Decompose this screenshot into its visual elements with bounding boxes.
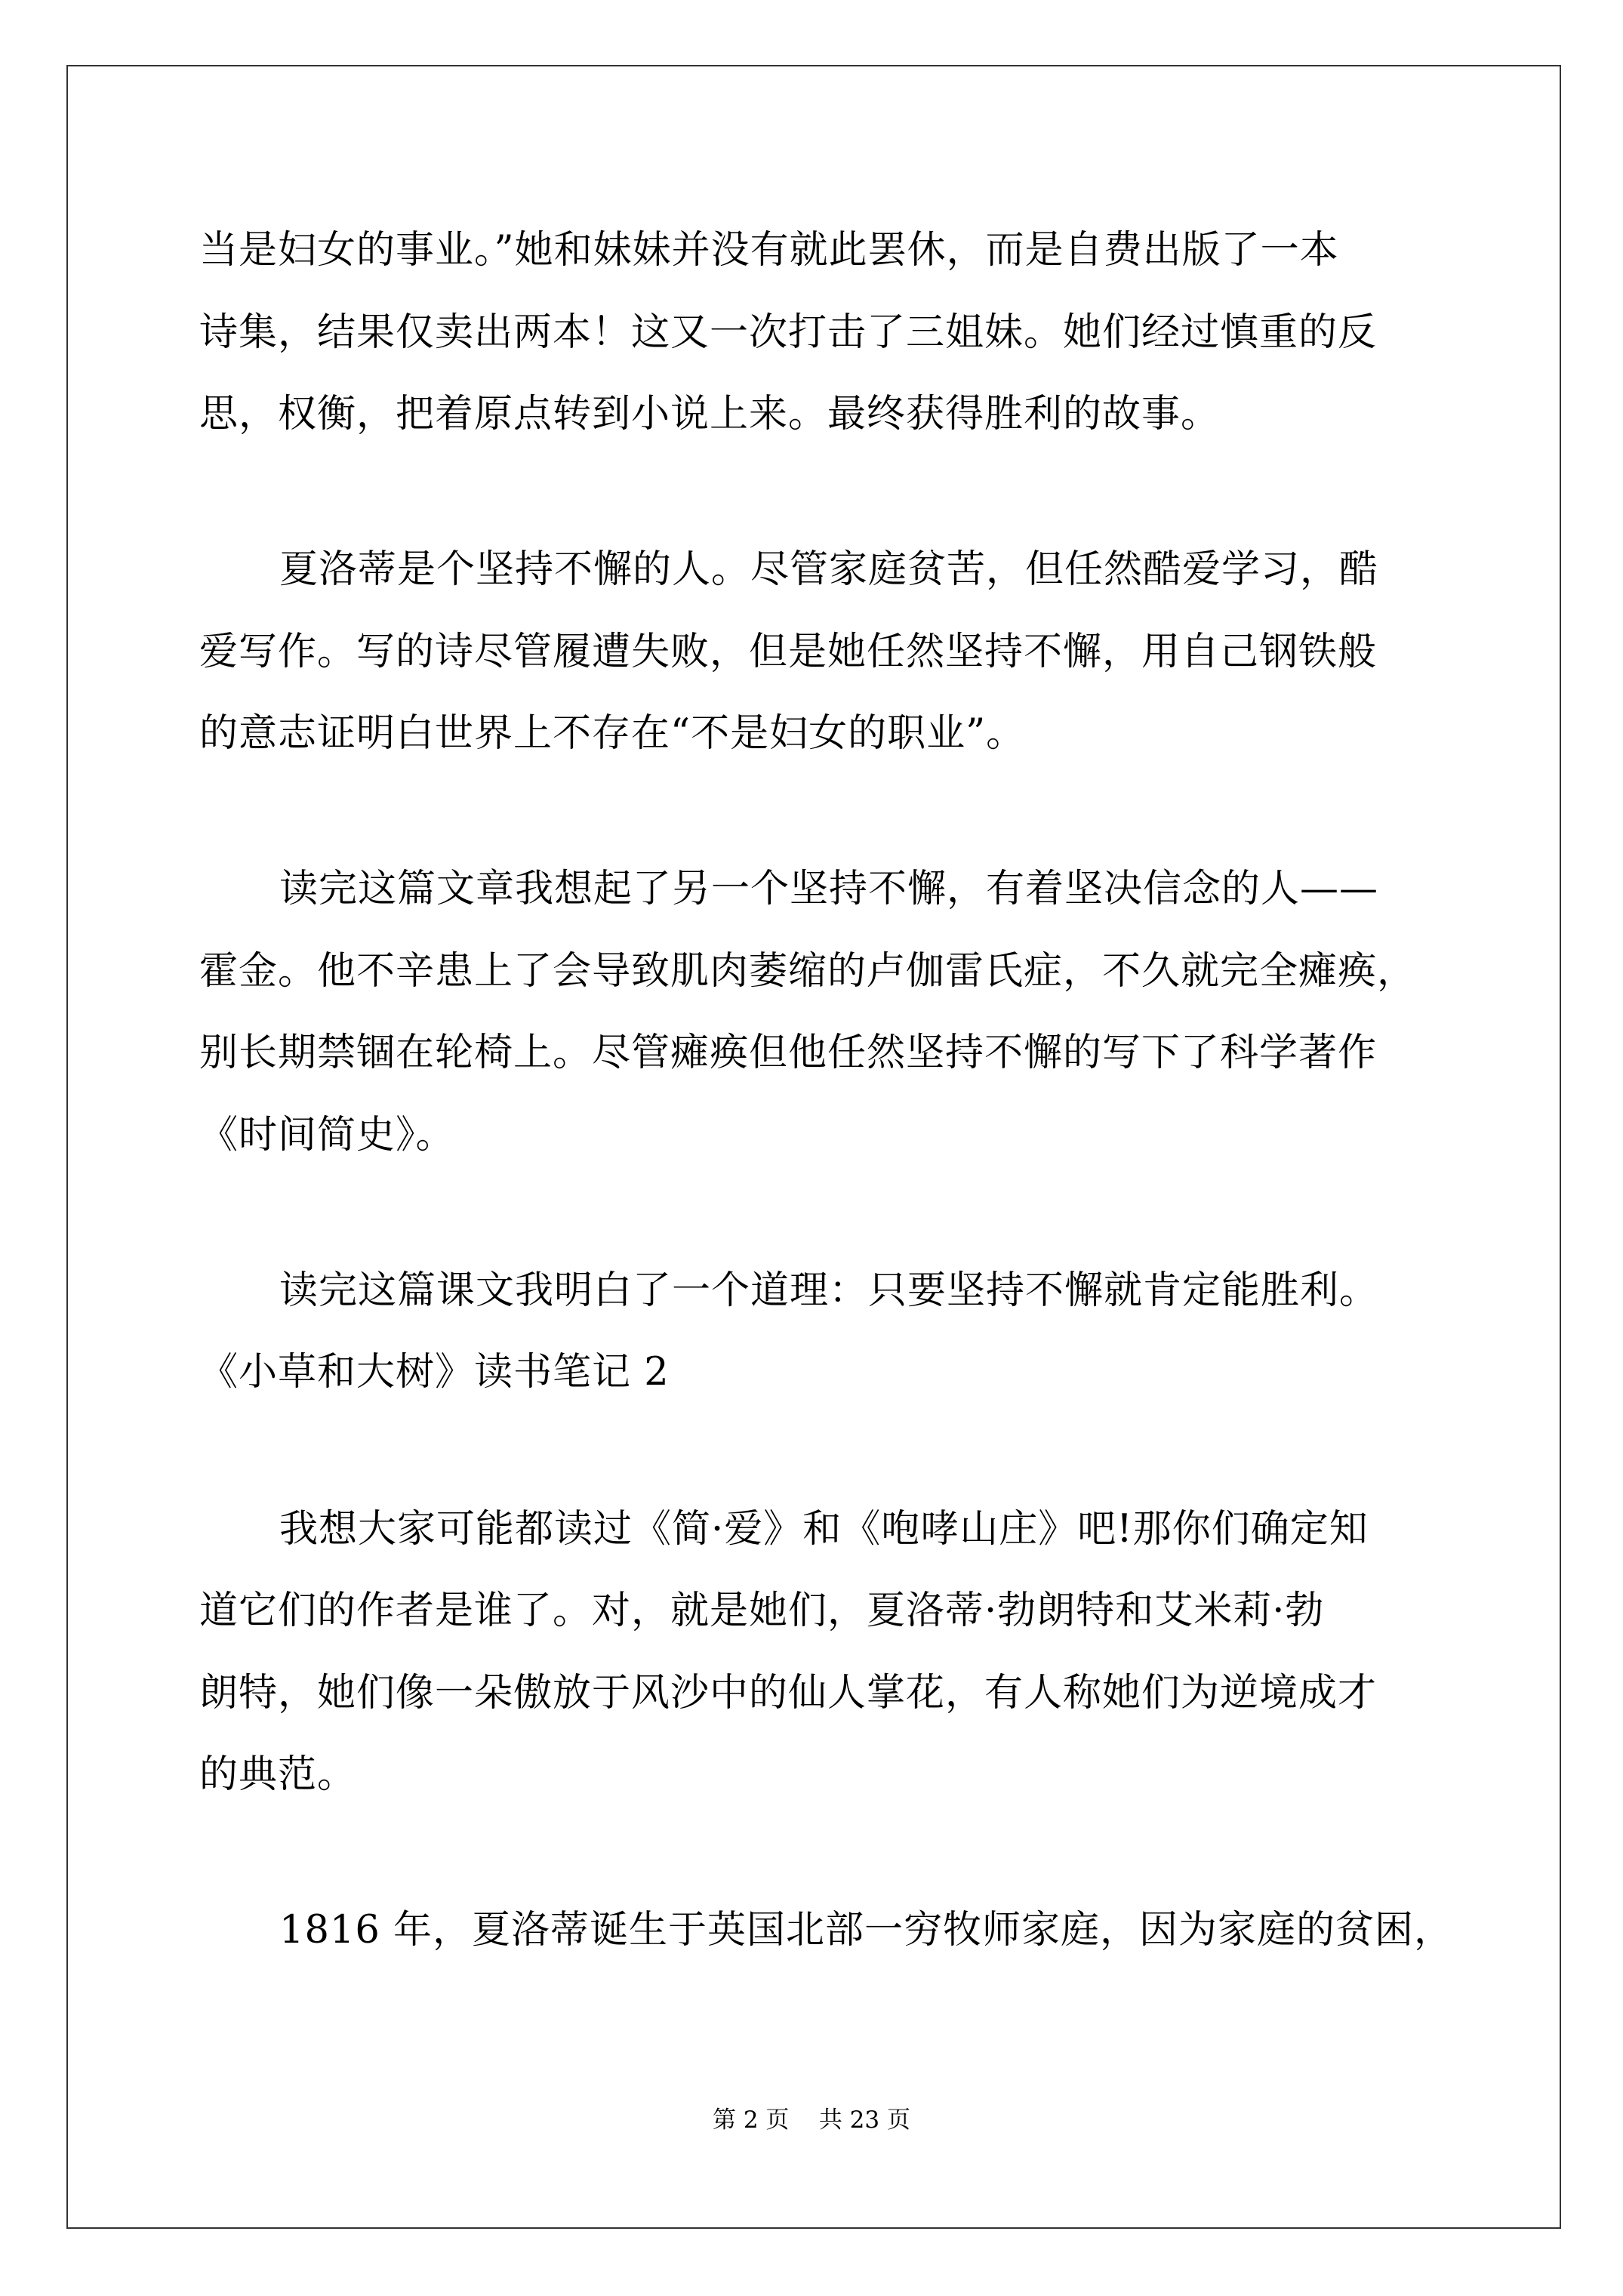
text-line: 思，权衡，把着原点转到小说上来。最终获得胜利的故事。 bbox=[199, 392, 1221, 436]
text-line: 读完这篇课文我明白了一个道理：只要坚持不懈就肯定能胜利。 bbox=[279, 1268, 1379, 1313]
text-line: 我想大家可能都读过《简·爱》和《咆哮山庄》吧!那你们确定知 bbox=[279, 1507, 1369, 1552]
text-line: 当是妇女的事业。”她和妹妹并没有就此罢休，而是自费出版了一本 bbox=[199, 228, 1339, 273]
text-line: 朗特，她们像一朵傲放于风沙中的仙人掌花，有人称她们为逆境成才 bbox=[199, 1671, 1378, 1715]
text-line: 的意志证明白世界上不存在“不是妇女的职业”。 bbox=[199, 711, 1026, 756]
text-line: 1816 年，夏洛蒂诞生于英国北部一穷牧师家庭，因为家庭的贫困， bbox=[279, 1908, 1454, 1952]
text-line: 夏洛蒂是个坚持不懈的人。尽管家庭贫苦，但任然酷爱学习，酷 bbox=[279, 547, 1379, 592]
text-line: 的典范。 bbox=[199, 1752, 357, 1797]
text-line: 别长期禁锢在轮椅上。尽管瘫痪但他任然坚持不懈的写下了科学著作 bbox=[199, 1031, 1378, 1075]
text-line: 读完这篇文章我想起了另一个坚持不懈，有着坚决信念的人—— bbox=[279, 867, 1379, 911]
text-line: 道它们的作者是谁了。对，就是她们，夏洛蒂·勃朗特和艾米莉·勃 bbox=[199, 1589, 1325, 1633]
section-heading: 《小草和大树》读书笔记 2 bbox=[199, 1350, 670, 1395]
text-line: 霍金。他不辛患上了会导致肌肉萎缩的卢伽雷氏症，不久就完全瘫痪， bbox=[199, 949, 1417, 994]
text-line: 《时间简史》。 bbox=[199, 1113, 455, 1157]
text-line: 诗集，结果仅卖出两本！这又一次打击了三姐妹。她们经过慎重的反 bbox=[199, 310, 1378, 355]
text-line: 爱写作。写的诗尽管履遭失败，但是她任然坚持不懈，用自己钢铁般 bbox=[199, 630, 1378, 674]
page-number-footer: 第 2 页 共 23 页 bbox=[712, 2106, 910, 2134]
